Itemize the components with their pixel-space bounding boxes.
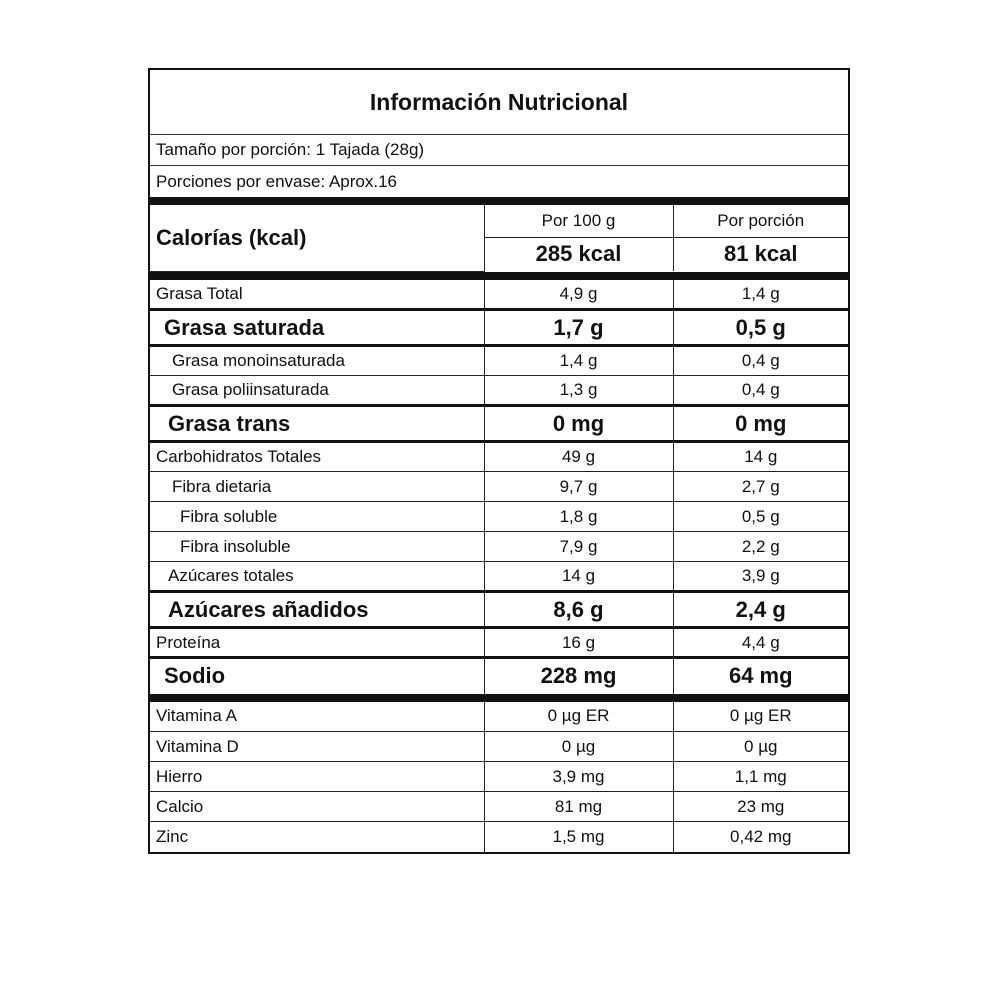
nutrient-row [150, 406, 848, 442]
nutrient-per-100g: 49 g [484, 442, 673, 472]
col-header-per-100g: Por 100 g [484, 205, 673, 237]
calories-table [150, 205, 848, 272]
nutrient-per-serving: 0,4 g [673, 376, 848, 406]
nutrient-row [150, 502, 848, 532]
nutrient-row [150, 346, 848, 376]
nutrient-name: Carbohidratos Totales [150, 442, 484, 472]
nutrient-per-serving: 2,7 g [673, 472, 848, 502]
micronutrient-name: Zinc [150, 822, 484, 852]
nutrient-per-100g: 7,9 g [484, 532, 673, 562]
nutrient-per-100g: 14 g [484, 562, 673, 592]
micronutrient-per-serving: 0 µg ER [673, 702, 848, 732]
micronutrient-name: Vitamina A [150, 702, 484, 732]
nutrient-per-serving: 2,2 g [673, 532, 848, 562]
micronutrient-per-serving: 1,1 mg [673, 762, 848, 792]
nutrient-per-100g: 228 mg [484, 658, 673, 694]
micronutrient-per-100g: 0 µg [484, 732, 673, 762]
nutrient-per-100g: 1,8 g [484, 502, 673, 532]
nutrient-per-100g: 4,9 g [484, 280, 673, 310]
nutrient-per-serving: 1,4 g [673, 280, 848, 310]
divider-bar [150, 272, 848, 280]
divider-bar [150, 694, 848, 702]
nutrient-per-100g: 1,3 g [484, 376, 673, 406]
serving-size: Tamaño por porción: 1 Tajada (28g) [150, 135, 848, 166]
nutrient-name: Grasa saturada [150, 310, 484, 346]
nutrient-per-serving: 2,4 g [673, 592, 848, 628]
nutrients-table [150, 280, 848, 694]
calories-per-serving: 81 kcal [673, 237, 848, 271]
nutrient-per-100g: 16 g [484, 628, 673, 658]
nutrient-row [150, 532, 848, 562]
nutrient-name: Proteína [150, 628, 484, 658]
nutrient-per-100g: 1,4 g [484, 346, 673, 376]
nutrient-per-serving: 0,5 g [673, 310, 848, 346]
nutrient-row [150, 376, 848, 406]
micronutrient-per-serving: 23 mg [673, 792, 848, 822]
micronutrient-row [150, 822, 848, 852]
nutrient-name: Fibra soluble [150, 502, 484, 532]
micronutrient-per-100g: 81 mg [484, 792, 673, 822]
micronutrient-row [150, 762, 848, 792]
calories-label: Calorías (kcal) [150, 205, 484, 271]
micronutrient-per-100g: 3,9 mg [484, 762, 673, 792]
micronutrient-row [150, 732, 848, 762]
micronutrient-name: Hierro [150, 762, 484, 792]
label-title: Información Nutricional [150, 70, 848, 135]
nutrient-per-serving: 64 mg [673, 658, 848, 694]
nutrient-row [150, 442, 848, 472]
micronutrients-table [150, 702, 848, 852]
nutrient-row [150, 658, 848, 694]
nutrient-row [150, 280, 848, 310]
micronutrient-per-100g: 1,5 mg [484, 822, 673, 852]
nutrient-name: Fibra dietaria [150, 472, 484, 502]
nutrient-per-serving: 14 g [673, 442, 848, 472]
nutrient-name: Grasa monoinsaturada [150, 346, 484, 376]
nutrient-per-serving: 0,4 g [673, 346, 848, 376]
micronutrient-per-100g: 0 µg ER [484, 702, 673, 732]
nutrient-row [150, 628, 848, 658]
nutrient-name: Sodio [150, 658, 484, 694]
nutrient-per-serving: 0,5 g [673, 502, 848, 532]
nutrient-name: Grasa trans [150, 406, 484, 442]
nutrient-name: Grasa Total [150, 280, 484, 310]
nutrient-per-100g: 8,6 g [484, 592, 673, 628]
servings-per-container: Porciones por envase: Aprox.16 [156, 171, 397, 191]
micronutrient-name: Calcio [150, 792, 484, 822]
nutrient-per-serving: 3,9 g [673, 562, 848, 592]
nutrient-row [150, 592, 848, 628]
micronutrient-per-serving: 0,42 mg [673, 822, 848, 852]
col-header-per-serving: Por porción [673, 205, 848, 237]
nutrient-name: Grasa poliinsaturada [150, 376, 484, 406]
calories-header-row [150, 205, 848, 237]
nutrient-name: Fibra insoluble [150, 532, 484, 562]
nutrient-name: Azúcares totales [150, 562, 484, 592]
nutrient-row [150, 472, 848, 502]
nutrition-facts-label [148, 68, 850, 854]
micronutrient-per-serving: 0 µg [673, 732, 848, 762]
nutrient-per-100g: 1,7 g [484, 310, 673, 346]
nutrient-per-serving: 4,4 g [673, 628, 848, 658]
nutrient-row [150, 310, 848, 346]
nutrient-per-serving: 0 mg [673, 406, 848, 442]
micronutrient-row [150, 702, 848, 732]
nutrient-name: Azúcares añadidos [150, 592, 484, 628]
nutrient-per-100g: 9,7 g [484, 472, 673, 502]
divider-bar [150, 197, 848, 205]
micronutrient-row [150, 792, 848, 822]
micronutrient-name: Vitamina D [150, 732, 484, 762]
nutrient-row [150, 562, 848, 592]
nutrient-per-100g: 0 mg [484, 406, 673, 442]
calories-per-100g: 285 kcal [484, 237, 673, 271]
